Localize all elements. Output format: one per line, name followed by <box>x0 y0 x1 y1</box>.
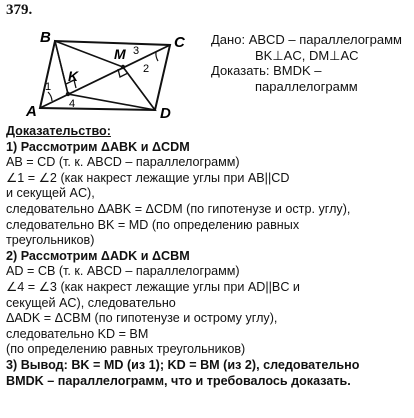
prove-label: Доказать: <box>211 63 270 78</box>
label-a: A <box>26 103 37 120</box>
proof-line: (по определению равных треугольников) <box>6 342 246 357</box>
proof-heading: Доказательство: <box>6 124 111 138</box>
angle-label-4: 4 <box>69 98 76 110</box>
proof-line: 1) Рассмотрим ΔABK и ΔCDM <box>6 139 190 154</box>
proof-line: и секущей AC), <box>6 186 95 201</box>
given-label: Дано: <box>211 32 246 47</box>
proof-line: ∠4 = ∠3 (как накрест лежащие углы при AD||BC и <box>6 279 300 294</box>
label-m: M <box>114 46 126 62</box>
proof-line: секущей AC), следовательно <box>6 295 176 310</box>
proof-line: AB = CD (т. к. ABCD – параллелограмм) <box>6 155 240 170</box>
angle-label-2: 2 <box>143 63 150 75</box>
proof-line: 2) Рассмотрим ΔADK и ΔCBM <box>6 248 190 263</box>
label-c: C <box>174 34 185 51</box>
label-k: K <box>68 68 79 84</box>
proof-line: следовательно ΔABK = ΔCDM (по гипотенузе и остр. углу), <box>6 201 351 216</box>
angle-arc-2 <box>156 52 158 61</box>
problem-number: 379. <box>6 2 33 18</box>
proof-line: ΔADK = ΔCBM (по гипотенузе и острому углу), <box>6 311 278 326</box>
proof-line: 3) Вывод: BK = MD (из 1); KD = BM (из 2), следовательно <box>6 357 360 372</box>
angle-arc-1 <box>48 92 52 101</box>
proof-line: следовательно BK = MD (по определению равных <box>6 217 300 232</box>
label-b: B <box>40 29 51 46</box>
point-k-dot <box>66 92 70 96</box>
proof-line: следовательно KD = BM <box>6 326 149 341</box>
proof-line: BMDK – параллелограмм, что и требовалось доказать. <box>6 373 351 388</box>
parallelogram-figure <box>0 0 210 124</box>
given-line-2: BK⊥AC, DM⊥AC <box>255 47 359 63</box>
proof-line: AD = CB (т. к. ABCD – параллелограмм) <box>6 264 240 279</box>
angle-label-1: 1 <box>45 81 52 93</box>
given-line-1: ABCD – параллелограмм <box>248 32 402 47</box>
label-d: D <box>160 105 171 122</box>
segment-bk <box>55 41 68 94</box>
given-line-3: BMDK – <box>273 63 322 78</box>
proof-line: ∠1 = ∠2 (как накрест лежащие углы при AB||CD <box>6 170 290 185</box>
proof-block <box>6 124 411 389</box>
given-block <box>211 32 411 94</box>
point-m-dot <box>121 65 125 69</box>
given-line-4: параллелограмм <box>255 78 358 94</box>
diagonal-ac <box>40 45 170 108</box>
proof-line: треугольников) <box>6 233 95 248</box>
angle-label-3: 3 <box>133 45 140 57</box>
